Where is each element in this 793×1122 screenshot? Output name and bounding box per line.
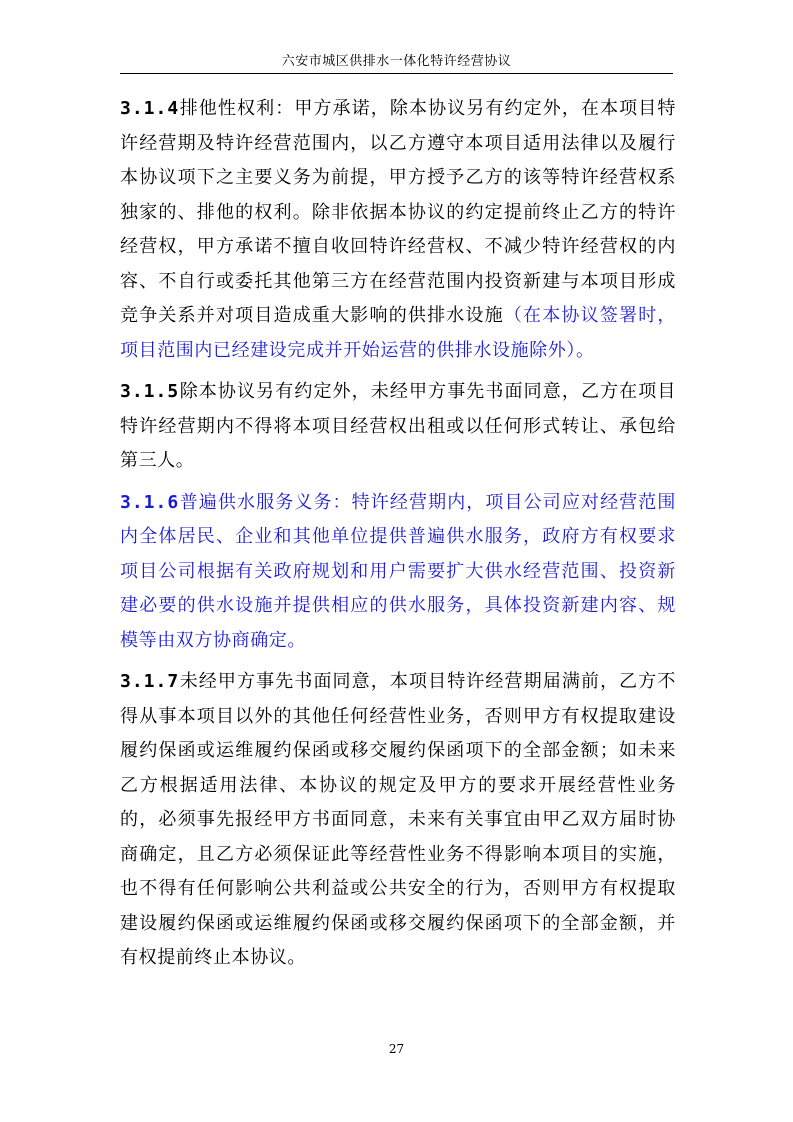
clause-number: 3.1.5: [120, 381, 180, 402]
clause-highlighted-note: （在本协议签署时，项目范围内已经建设完成并开始运营的供排水设施除外）。: [120, 305, 676, 361]
clause-number: 3.1.4: [120, 98, 180, 119]
page-number: 27: [388, 1042, 405, 1056]
running-header-title: 六安市城区供排水一体化特许经营协议: [281, 54, 512, 69]
clause-3-1-4: [120, 92, 676, 368]
clause-number: 3.1.7: [120, 671, 180, 692]
clause-text: 普遍供水服务义务：特许经营期内，项目公司应对经营范围内全体居民、企业和其他单位提供普遍供水服务，政府方有权要求项目公司根据有关政府规划和用户需要扩大供水经营范围、投资新建必要的供水设施并提供相应的供水服务，具体投资新建内容、规模等由双方协商确定。: [120, 491, 676, 651]
clause-text: 除本协议另有约定外，未经甲方事先书面同意，乙方在项目特许经营期内不得将本项目经营权出租或以任何形式转让、承包给第三人。: [120, 381, 676, 471]
clause-text: 排他性权利：甲方承诺，除本协议另有约定外，在本项目特许经营期及特许经营范围内，以乙方遵守本项目适用法律以及履行本协议项下之主要义务为前提，甲方授予乙方的该等特许经营权系独家的、排他的权利。除非依据本协议的约定提前终止乙方的特许经营权，甲方承诺不擅自收回特许经营权、不减少特许经营权的内容、不自行或委托其他第三方在经营范围内投资新建与本项目形成竞争关系并对项目造成重大影响的供排水设施: [120, 98, 676, 326]
header-divider: [120, 73, 673, 74]
clause-3-1-6: [120, 486, 676, 659]
clause-text: 未经甲方事先书面同意，本项目特许经营期届满前，乙方不得从事本项目以外的其他任何经营性业务，否则甲方有权提取建设履约保函或运维履约保函或移交履约保函项下的全部金额；如未来乙方根据适用法律、本协议的规定及甲方的要求开展经营性业务的，必须事先报经甲方书面同意，未来有关事宜由甲乙双方届时协商确定，且乙方必须保证此等经营性业务不得影响本项目的实施，也不得有任何影响公共利益或公共安全的行为，否则甲方有权提取建设履约保函或运维履约保函或移交履约保函项下的全部金额，并有权提前终止本协议。: [120, 671, 676, 968]
document-body: [120, 92, 676, 983]
clause-3-1-5: [120, 375, 676, 479]
clause-3-1-7: [120, 665, 676, 976]
clause-number: 3.1.6: [120, 491, 180, 513]
